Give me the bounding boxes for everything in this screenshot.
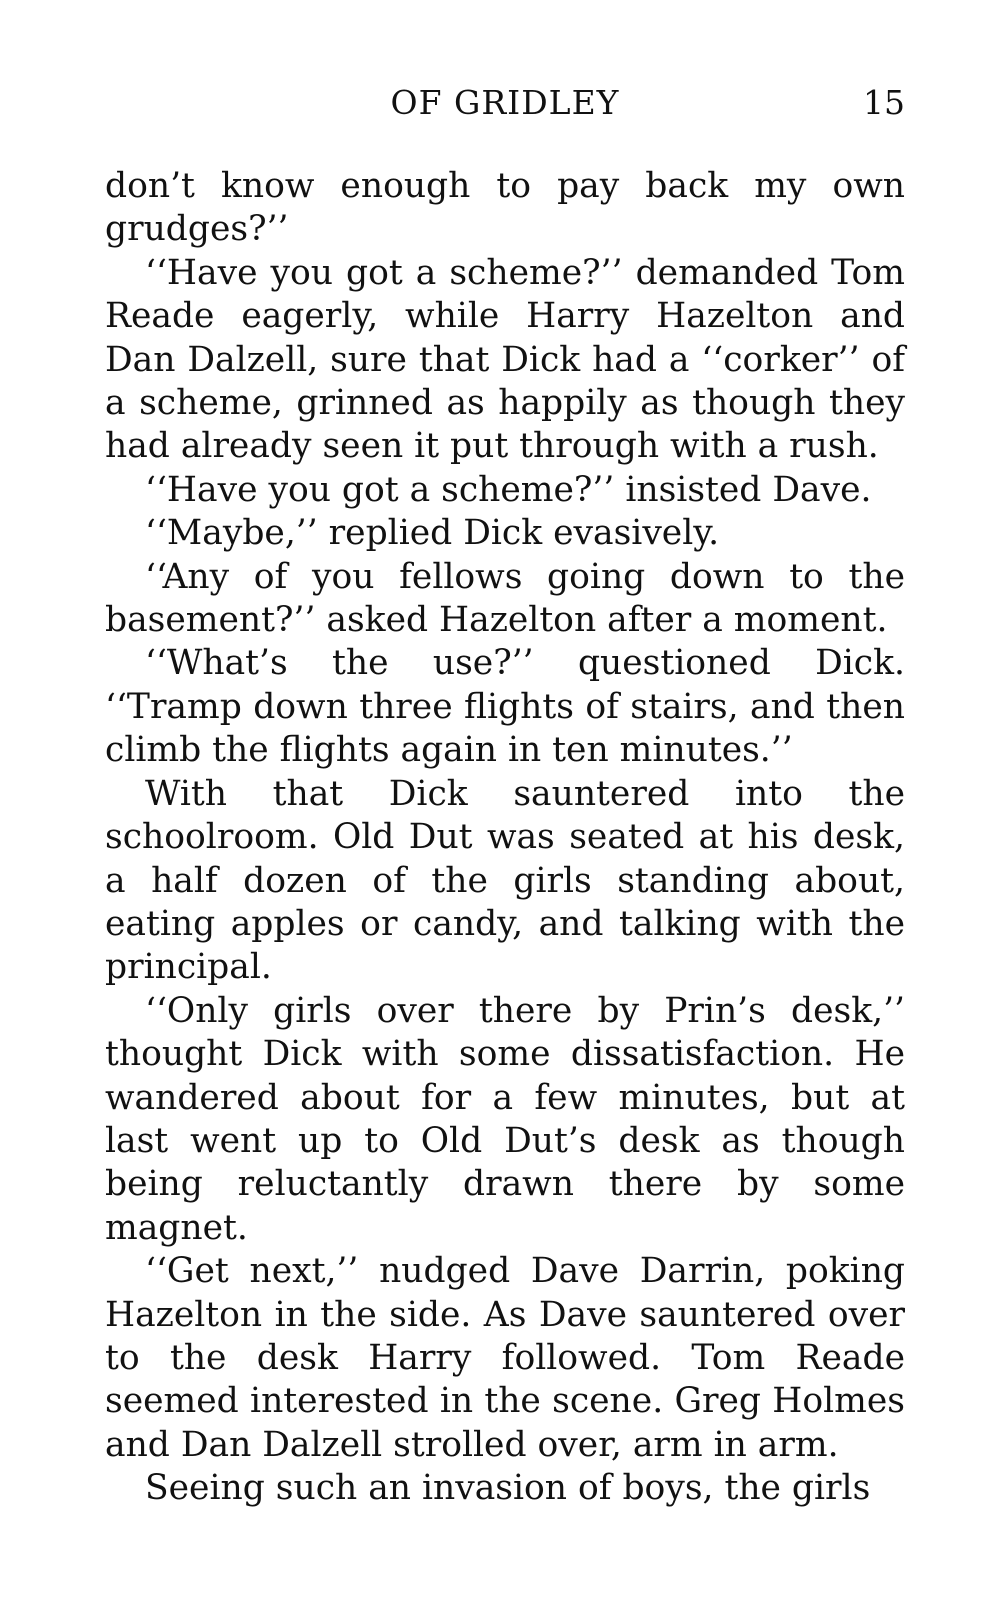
paragraph: Seeing such an invasion of boys, the girls [145, 1468, 871, 1509]
paragraph: With that Dick sauntered into the schoolroom. Old Dut was seated at his desk, a half dozen of the girls standing about, eating apples or candy, and talking with the principal. [105, 773, 905, 988]
paragraph: ‘‘Maybe,’’ replied Dick evasively. [145, 513, 720, 554]
running-head: OF GRIDLEY [390, 83, 620, 122]
body-text [105, 165, 905, 1511]
paragraph: ‘‘Have you got a scheme?’’ insisted Dave. [145, 469, 872, 510]
paragraph: ‘‘Get next,’’ nudged Dave Darrin, poking Hazelton in the side. As Dave sauntered over to the desk Harry followed. Tom Reade seemed interested in the scene. Greg Holmes and Dan Dalzell strolled over, arm in arm. [105, 1251, 905, 1465]
book-page [105, 0, 905, 1608]
paragraph: ‘‘Only girls over there by Prin’s desk,’’ thought Dick with some dissatisfaction. He wandered about for a few minutes, but at last went up to Old Dut’s desk as though being reluctantly drawn there by some magnet. [105, 990, 905, 1248]
page-number: 15 [863, 83, 905, 122]
paragraph: ‘‘Any of you fellows going down to the basement?’’ asked Hazelton after a moment. [105, 556, 905, 641]
paragraph: ‘‘Have you got a scheme?’’ demanded Tom Reade eagerly, while Harry Hazelton and Dan Dalzell, sure that Dick had a ‘‘corker’’ of a scheme, grinned as happily as though they had already seen it put through with a rush. [105, 252, 905, 467]
paragraph: don’t know enough to pay back my own grudges?’’ [105, 166, 905, 250]
paragraph: ‘‘What’s the use?’’ questioned Dick. ‘‘Tramp down three flights of stairs, and then climb the flights again in ten minutes.’’ [105, 643, 905, 771]
page-header [105, 78, 905, 128]
